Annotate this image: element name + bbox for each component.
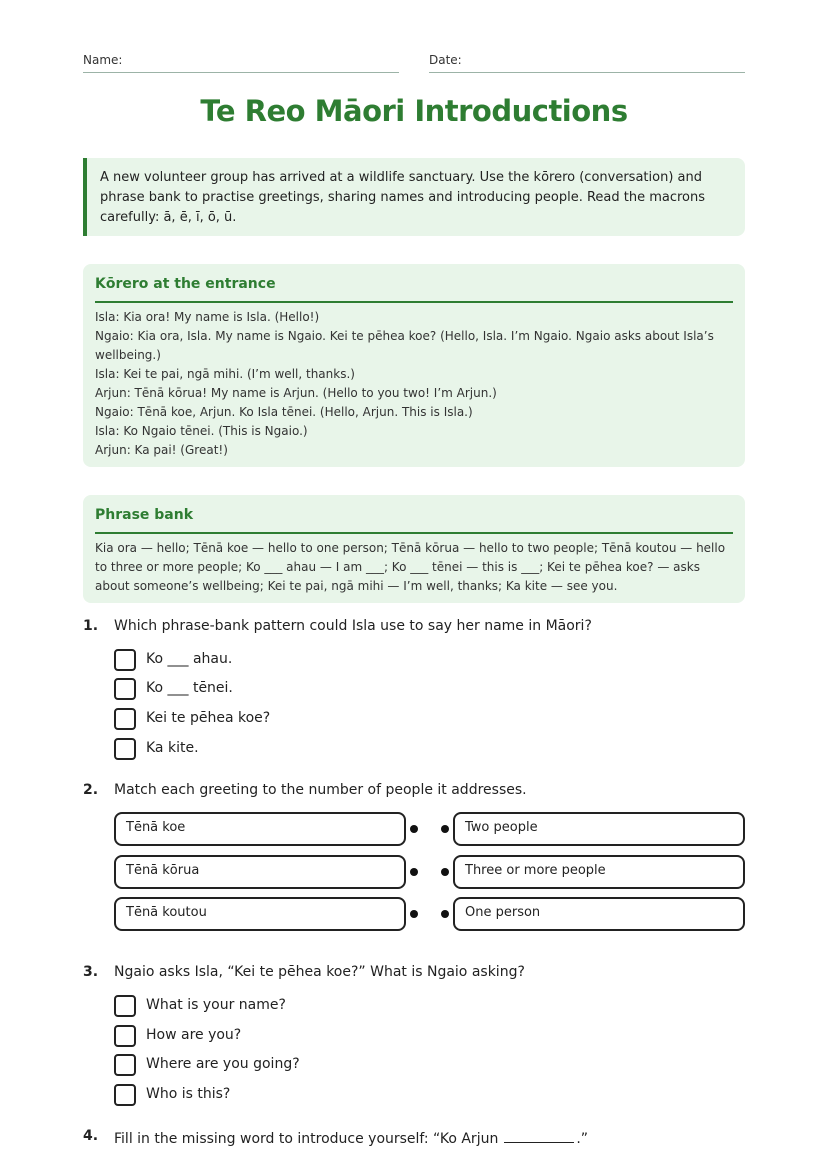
option-label: Ko ___ ahau. (146, 651, 233, 667)
phrase-bank-text: Kia ora — hello; Tēnā koe — hello to one person; Tēnā kōrua — hello to two people; Tēnā koutou — hello to three or more people; Ko ___ ahau — I am ___; Ko ___ tēnei — this is ___; Kei te pēhea koe? — asks about someone’s wellbeing; Kei te pai, ngā mihi — I’m well, thanks; Ka kite — see you. (95, 541, 726, 593)
option-label: Who is this? (146, 1086, 231, 1102)
korero-line: Ngaio: Tēnā koe, Arjun. Ko Isla tēnei. (Hello, Arjun. This is Isla.) (95, 405, 473, 419)
match-right-item[interactable]: Three or more people (453, 855, 745, 889)
match-dot[interactable] (441, 868, 449, 876)
checkbox[interactable] (114, 1084, 136, 1106)
korero-line: Isla: Ko Ngaio tēnei. (This is Ngaio.) (95, 424, 308, 438)
header-fields (83, 52, 745, 74)
date-label: Date: (429, 53, 462, 67)
match-left-item[interactable]: Tēnā kōrua (114, 855, 406, 889)
match-left-item[interactable]: Tēnā koutou (114, 897, 406, 931)
date-field[interactable] (429, 52, 745, 73)
option-label: Ko ___ tēnei. (146, 680, 233, 696)
question-text: Ngaio asks Isla, “Kei te pēhea koe?” What is Ngaio asking? (114, 964, 525, 980)
page-title: Te Reo Māori Introductions (200, 94, 628, 128)
match-dot[interactable] (410, 868, 418, 876)
korero-panel (83, 264, 745, 467)
option-label: How are you? (146, 1027, 242, 1043)
checkbox[interactable] (114, 738, 136, 760)
phrase-bank-heading: Phrase bank (95, 495, 733, 534)
question-number: 2. (83, 782, 99, 798)
name-label: Name: (83, 53, 123, 67)
question-number: 1. (83, 618, 99, 634)
question-text (114, 1128, 588, 1147)
checkbox[interactable] (114, 995, 136, 1017)
option-label: Kei te pēhea koe? (146, 710, 271, 726)
match-right-item[interactable]: One person (453, 897, 745, 931)
match-dot[interactable] (441, 910, 449, 918)
question-number: 4. (83, 1128, 99, 1144)
question-text: Which phrase-bank pattern could Isla use to say her name in Māori? (114, 618, 592, 634)
checkbox[interactable] (114, 708, 136, 730)
checkbox[interactable] (114, 1054, 136, 1076)
match-dot[interactable] (410, 910, 418, 918)
match-left-item[interactable]: Tēnā koe (114, 812, 406, 846)
match-right-item[interactable]: Two people (453, 812, 745, 846)
checkbox[interactable] (114, 1025, 136, 1047)
korero-line: Arjun: Ka pai! (Great!) (95, 443, 228, 457)
intro-callout: A new volunteer group has arrived at a wildlife sanctuary. Use the kōrero (conversation) and phrase bank to practise greetings, sharing names and introducing people. Read the macrons carefully: ā, ē, ī, ō, ū. (83, 158, 745, 236)
korero-heading: Kōrero at the entrance (95, 264, 733, 303)
korero-line: Isla: Kia ora! My name is Isla. (Hello!) (95, 310, 320, 324)
korero-line: Ngaio: Kia ora, Isla. My name is Ngaio. Kei te pēhea koe? (Hello, Isla. I’m Ngaio. Ngaio asks about Isla’s wellbeing.) (95, 329, 714, 362)
match-dot[interactable] (410, 825, 418, 833)
checkbox[interactable] (114, 649, 136, 671)
checkbox[interactable] (114, 678, 136, 700)
option-label: What is your name? (146, 997, 286, 1013)
question-text: Match each greeting to the number of people it addresses. (114, 782, 527, 798)
answer-blank[interactable] (504, 1128, 574, 1143)
question-text-after: .” (576, 1131, 589, 1147)
option-label: Where are you going? (146, 1056, 300, 1072)
phrase-bank-panel (83, 495, 745, 603)
korero-line: Arjun: Tēnā kōrua! My name is Arjun. (Hello to you two! I’m Arjun.) (95, 386, 497, 400)
korero-body (95, 303, 733, 460)
match-dot[interactable] (441, 825, 449, 833)
option-label: Ka kite. (146, 740, 199, 756)
name-field[interactable] (83, 52, 399, 73)
question-text-before: Fill in the missing word to introduce yourself: “Ko Arjun (114, 1131, 499, 1147)
korero-line: Isla: Kei te pai, ngā mihi. (I’m well, thanks.) (95, 367, 355, 381)
question-number: 3. (83, 964, 99, 980)
